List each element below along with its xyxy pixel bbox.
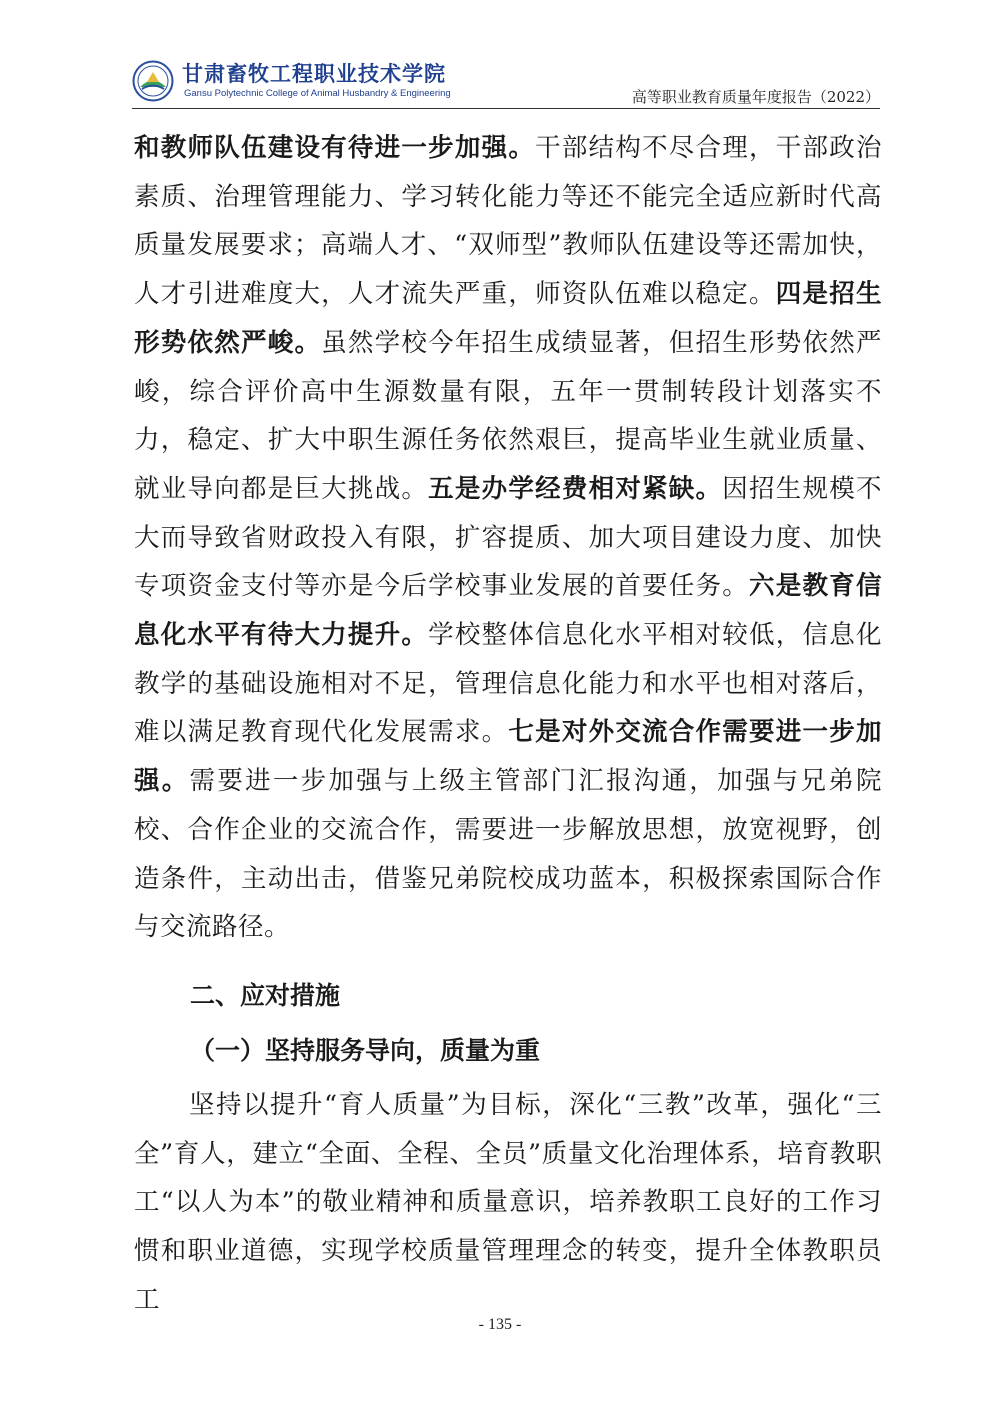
text-run: 虽然学校今年招生成绩显著，但招生形势依然严峻，综合评价高中生源数量有限，五年一贯制转段计划落实不力，稳定、扩大中职生源任务依然艰巨，提高毕业生就业质量、就业导向都是巨大挑战。 xyxy=(134,327,882,504)
text-run: 干部结构不尽合理，干部政治素质、治理管理能力、学习转化能力等还不能完全适应新时代高质量发展要求；高端人才、“双师型”教师队伍建设等还需加快，人才引进难度大，人才流失严重，师资队伍难以稳定。 xyxy=(134,133,882,310)
text-run: 需要进一步加强与上级主管部门汇报沟通，加强与兄弟院校、合作企业的交流合作，需要进一步解放思想，放宽视野，创造条件，主动出击，借鉴兄弟院校成功蓝本，积极探索国际合作与交流路径。 xyxy=(134,766,882,943)
subsection-heading: （一）坚持服务导向，质量为重 xyxy=(190,1035,541,1065)
text-run: 和教师队伍建设有待进一步加强。 xyxy=(134,133,536,163)
school-emblem-icon xyxy=(132,60,174,102)
text-run: 六是教育信息化水平有待大力提升。 xyxy=(134,571,882,651)
text-run: 学校整体信息化水平相对较低，信息化教学的基础设施相对不足，管理信息化能力和水平也相对落后，难以满足教育现代化发展需求。 xyxy=(134,620,882,748)
paragraph-challenges xyxy=(134,124,882,952)
report-title: 高等职业教育质量年度报告（2022） xyxy=(631,88,880,106)
text-run: 七是对外交流合作需要进一步加强。 xyxy=(134,717,882,797)
section-heading: 二、应对措施 xyxy=(190,980,341,1010)
header-divider xyxy=(132,108,880,109)
page-number: - 135 - xyxy=(478,1316,522,1333)
school-name: 甘肃畜牧工程职业技术学院 xyxy=(182,62,446,86)
paragraph-measures: 坚持以提升“育人质量”为目标，深化“三教”改革，强化“三全”育人，建立“全面、全程、全员”质量文化治理体系，培育教职工“以人为本”的敬业精神和质量意识，培养教职工良好的工作习惯和职业道德，实现学校质量管理理念的转变，提升全体教职员工 xyxy=(134,1089,882,1315)
text-run: 五是办学经费相对紧缺。 xyxy=(428,473,723,504)
text-run: 因招生规模不大而导致省财政投入有限，扩容提质、加大项目建设力度、加快专项资金支付等亦是今后学校事业发展的首要任务。 xyxy=(134,473,882,602)
school-name-english: Gansu Polytechnic College of Animal Husbandry & Engineering xyxy=(184,88,451,99)
page-header xyxy=(132,56,880,112)
text-run: 四是招生形势依然严峻。 xyxy=(134,279,882,358)
document-body xyxy=(134,124,882,1324)
